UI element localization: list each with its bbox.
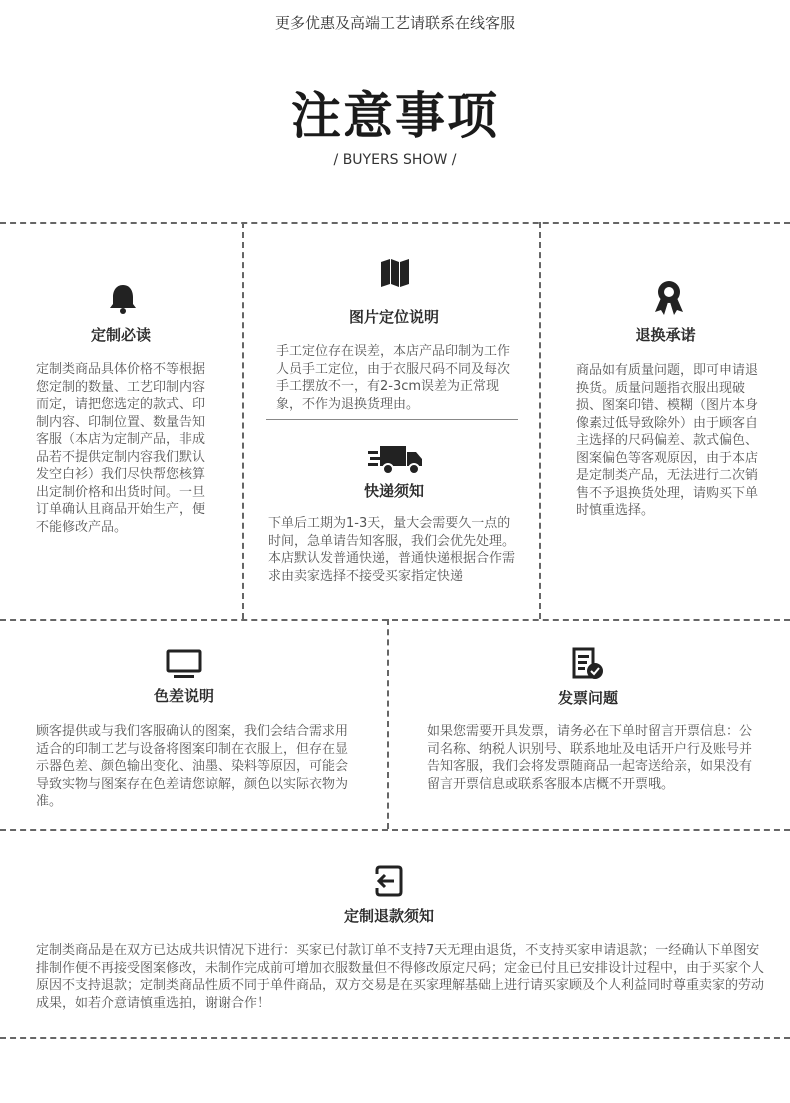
section-shipping: [244, 422, 539, 619]
page-title: 注意事项: [291, 87, 499, 145]
award-ribbon-icon: [653, 280, 685, 316]
section-returns: [541, 222, 790, 619]
inner-divider: [266, 419, 518, 420]
section-body: 顾客提供或与我们客服确认的图案，我们会结合需求用适合的印制工艺与设备将图案印制在衣服上，但存在显示器色差、颜色输出变化、油墨、染料等原因，可能会导致实物与图案存在色差请您谅解，颜色以实际衣物为准。: [36, 724, 349, 809]
return-arrow-icon: [370, 864, 404, 898]
section-custom: [0, 222, 242, 619]
section-title: 图片定位说明: [348, 308, 439, 326]
section-invoice: [389, 621, 790, 829]
section-color: [0, 621, 387, 829]
section-body: 手工定位存在误差，本店产品印制为工作人员手工定位，由于衣服尺码不同及每次手工摆放不一，有2-3cm误差为正常现象，不作为退换货理由。: [276, 344, 511, 412]
invoice-icon: [571, 647, 605, 681]
bell-icon: [106, 282, 140, 316]
section-body: 如果您需要开具发票，请务必在下单时留言开票信息：公司名称、纳税人识别号、联系地址及电话开户行及账号并告知客服，我们会将发票随商品一起寄送给亲，如果没有留言开票信息或联系客服本店概不开票哦。: [427, 724, 753, 792]
section-body: 下单后工期为1-3天，量大会需要久一点的时间，急单请告知客服，我们会优先处理。本店默认发普通快递，普通快递根据合作需求由卖家选择不接受买家指定快递: [268, 516, 516, 584]
section-title: 退换承诺: [635, 326, 696, 344]
section-title: 快递须知: [363, 482, 424, 500]
top-note: 更多优惠及高端工艺请联系在线客服: [274, 14, 515, 32]
section-title: 发票问题: [557, 689, 618, 707]
section-title: 定制必读: [90, 326, 151, 344]
section-body: 商品如有质量问题，即可申请退换货。质量问题指衣服出现破损、图案印错、模糊（图片本身像素过低导致除外）由于顾客自主选择的尺码偏差、款式偏色、图案偏色等客观原因，由于本店是定制类产品，无法进行二次销售不予退换货处理，请购买下单时慎重选择。: [576, 363, 759, 518]
section-title: 定制退款须知: [343, 907, 434, 925]
page-subtitle: / BUYERS SHOW /: [333, 152, 457, 168]
section-body: 定制类商品具体价格不等根据您定制的数量、工艺印制内容而定，请把您选定的款式、印制内容、印制位置、数量告知客服（本店为定制产品，非成品若不提供定制内容我们默认发空白衫）我们尽快帮您核算出定制价格和出货时间。一旦订单确认且商品开始生产，便不能修改产品。: [36, 362, 206, 535]
section-title: 色差说明: [153, 687, 214, 705]
section-refund: [0, 831, 790, 1037]
map-icon: [378, 256, 412, 290]
truck-icon: [368, 444, 424, 476]
section-position: [244, 222, 539, 422]
monitor-icon: [166, 649, 202, 679]
divider-bottom: [0, 1037, 790, 1039]
section-body: 定制类商品是在双方已达成共识情况下进行：买家已付款订单不支持7天无理由退货，不支持买家申请退款；一经确认下单图安排制作便不再接受图案修改，未制作完成前可增加衣服数量但不得修改原定尺码；定金已付且已安排设计过程中，由于买家个人原因不支持退款；定制类商品性质不同于单件商品，双方交易是在买家理解基础上进行请买家顾及个人利益同时尊重卖家的劳动成果，如若介意请慎重选拍，谢谢合作！: [36, 943, 765, 1011]
